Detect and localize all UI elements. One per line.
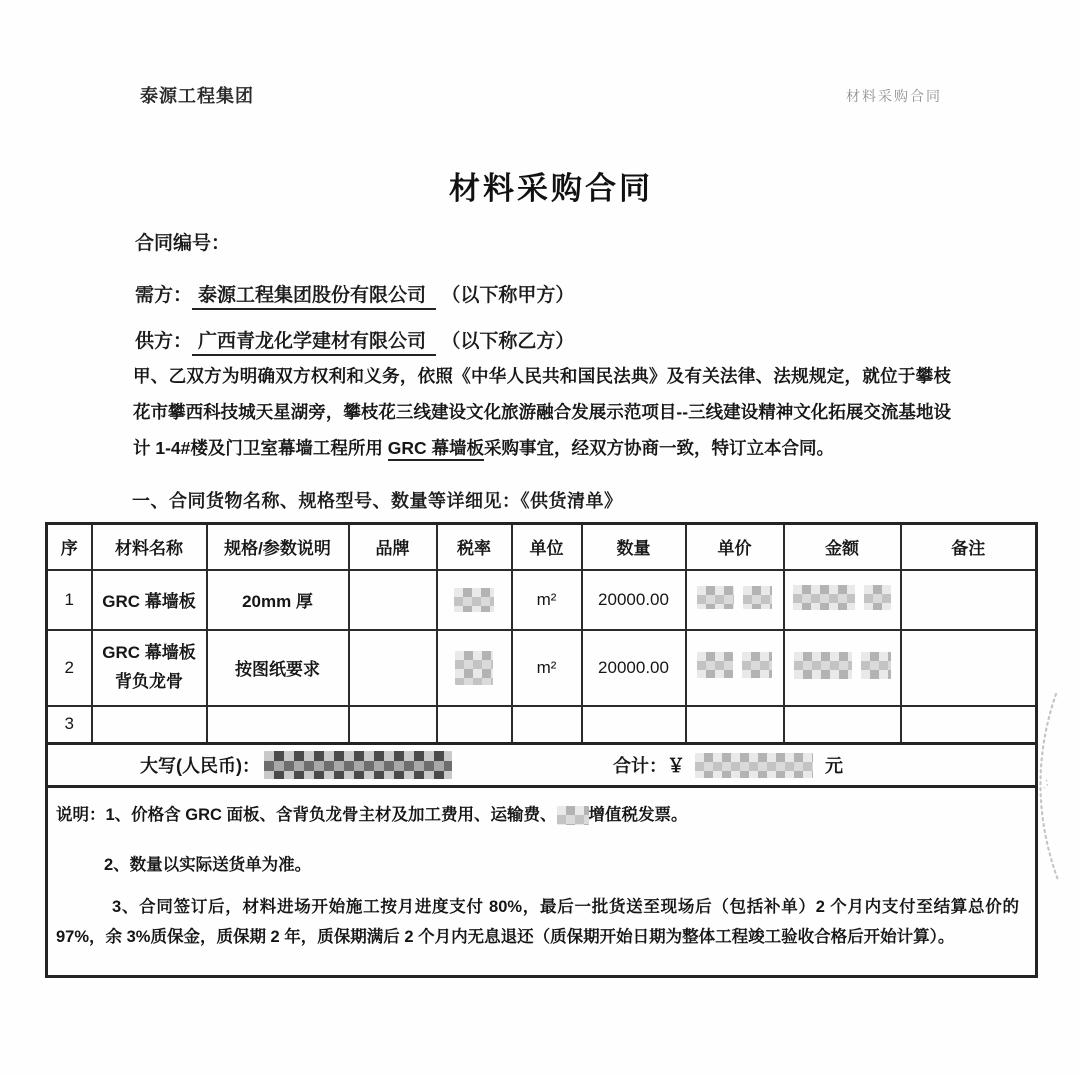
material-line2: 背负龙骨 bbox=[115, 671, 183, 691]
table-row bbox=[47, 706, 1037, 744]
cell-material: GRC 幕墙板 bbox=[92, 570, 207, 630]
redacted-amount-mosaic bbox=[864, 585, 891, 610]
note-2: 2、数量以实际送货单为准。 bbox=[104, 856, 312, 874]
cell-seq: 2 bbox=[47, 630, 92, 706]
redacted-amount-in-words-mosaic bbox=[264, 751, 452, 779]
cell-spec: 按图纸要求 bbox=[207, 630, 349, 706]
buyer-line bbox=[135, 280, 574, 307]
cell-unit-price bbox=[686, 630, 784, 706]
note1-prefix: 说明：1、价格含 GRC 面板、含背负龙骨主材及加工费用、运输费、 bbox=[56, 806, 557, 824]
cell-material-empty bbox=[92, 706, 207, 744]
cell-amount bbox=[784, 630, 901, 706]
table-header-row bbox=[47, 524, 1037, 570]
cell-unit-empty bbox=[512, 706, 582, 744]
note1-suffix: 增值税发票。 bbox=[588, 806, 688, 824]
cell-price-empty bbox=[686, 706, 784, 744]
col-header-amount: 金额 bbox=[784, 524, 901, 570]
cell-material bbox=[92, 630, 207, 706]
cell-spec: 20mm 厚 bbox=[207, 570, 349, 630]
supplier-suffix: （以下称乙方） bbox=[441, 331, 575, 352]
redacted-tax-type-mosaic bbox=[557, 806, 589, 825]
cell-unit-price bbox=[686, 570, 784, 630]
col-header-brand: 品牌 bbox=[349, 524, 437, 570]
section-heading: 一、合同货物名称、规格型号、数量等详细见：《供货清单》 bbox=[132, 491, 623, 511]
col-header-seq: 序 bbox=[47, 524, 92, 570]
goods-table bbox=[45, 522, 1038, 978]
corner-header-text: 材料采购合同 bbox=[846, 88, 942, 104]
cell-tax-empty bbox=[437, 706, 512, 744]
col-header-material: 材料名称 bbox=[92, 524, 207, 570]
total-suffix: 元 bbox=[825, 756, 843, 776]
redacted-unit-price-mosaic bbox=[697, 586, 734, 609]
col-header-qty: 数量 bbox=[582, 524, 686, 570]
company-logo-text: 泰源工程集团 bbox=[140, 86, 254, 106]
cell-remark-empty bbox=[901, 706, 1037, 744]
note-3: 3、合同签订后，材料进场开始施工按月进度支付 80%，最后一批货送至现场后（包括补单）2 个月内支付至结算总价的 97%，余 3%质保金，质保期 2 年，质保期满后 2 个月内无息退还（质保期开始日期为整体工程竣工验收合格后开始计算）。 bbox=[56, 898, 1019, 946]
cell-brand-empty bbox=[349, 570, 437, 630]
col-header-price: 单价 bbox=[686, 524, 784, 570]
supplier-name: 广西青龙化学建材有限公司 bbox=[192, 331, 436, 356]
cell-unit: m² bbox=[512, 630, 582, 706]
page-title: 材料采购合同 bbox=[449, 171, 653, 206]
cell-remark-empty bbox=[901, 630, 1037, 706]
preamble-part2: 采购事宜，经双方协商一致，特订立本合同。 bbox=[484, 438, 834, 458]
preamble-part1: 甲、乙双方为明确双方权利和义务，依照《中华人民共和国民法典》及有关法律、法规规定，就位于攀枝花市攀西科技城天星湖旁，攀枝花三线建设文化旅游融合发展示范项目--三线建设精神文化拓展交流基地设计 1-4#楼及门卫室幕墙工程所用 bbox=[133, 366, 951, 458]
buyer-label: 需方： bbox=[135, 285, 193, 306]
redacted-total-mosaic bbox=[695, 753, 813, 778]
material-line1: GRC 幕墙板 bbox=[102, 643, 196, 663]
col-header-spec: 规格/参数说明 bbox=[207, 524, 349, 570]
supplier-line bbox=[135, 326, 574, 353]
amount-in-words-label: 大写(人民币)： bbox=[140, 756, 260, 776]
col-header-tax: 税率 bbox=[437, 524, 512, 570]
notes-row bbox=[47, 787, 1037, 977]
col-header-remark: 备注 bbox=[901, 524, 1037, 570]
cell-qty: 20000.00 bbox=[582, 570, 686, 630]
redacted-amount-mosaic bbox=[794, 652, 852, 679]
total-amount-row bbox=[47, 744, 1037, 787]
table-row bbox=[47, 630, 1037, 706]
cell-seq: 1 bbox=[47, 570, 92, 630]
bleed-through-mark bbox=[1022, 692, 1068, 882]
cell-remark-empty bbox=[901, 570, 1037, 630]
cell-amount-empty bbox=[784, 706, 901, 744]
buyer-suffix: （以下称甲方） bbox=[441, 285, 575, 306]
table-row bbox=[47, 570, 1037, 630]
note-1 bbox=[56, 800, 1025, 830]
cell-brand-empty bbox=[349, 706, 437, 744]
total-label: 合计：￥ bbox=[613, 756, 685, 776]
buyer-name: 泰源工程集团股份有限公司 bbox=[192, 285, 436, 310]
supplier-label: 供方： bbox=[135, 331, 193, 352]
redacted-unit-price-mosaic bbox=[742, 652, 772, 678]
cell-spec-empty bbox=[207, 706, 349, 744]
redacted-unit-price-mosaic bbox=[743, 586, 772, 609]
cell-qty-empty bbox=[582, 706, 686, 744]
cell-brand-empty bbox=[349, 630, 437, 706]
cell-seq: 3 bbox=[47, 706, 92, 744]
preamble-underlined-term: GRC 幕墙板 bbox=[388, 438, 484, 461]
cell-amount bbox=[784, 570, 901, 630]
contract-number-label: 合同编号： bbox=[135, 233, 231, 254]
redacted-amount-mosaic bbox=[861, 652, 891, 679]
cell-unit: m² bbox=[512, 570, 582, 630]
redacted-tax-rate-mosaic bbox=[455, 651, 493, 685]
redacted-tax-rate-mosaic bbox=[454, 588, 494, 612]
col-header-unit: 单位 bbox=[512, 524, 582, 570]
redacted-amount-mosaic bbox=[793, 585, 855, 610]
cell-tax-rate bbox=[437, 630, 512, 706]
redacted-unit-price-mosaic bbox=[697, 652, 733, 678]
contract-preamble bbox=[133, 358, 951, 466]
cell-tax-rate bbox=[437, 570, 512, 630]
cell-qty: 20000.00 bbox=[582, 630, 686, 706]
